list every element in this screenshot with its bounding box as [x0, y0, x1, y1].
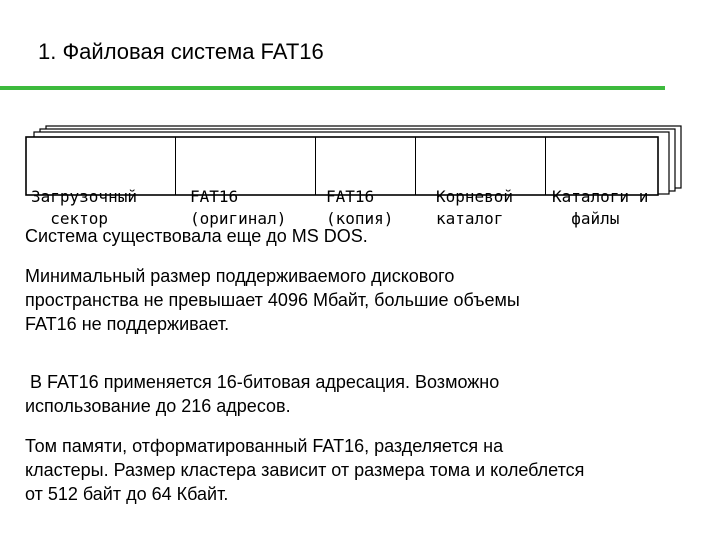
- cell-label: FAT16 (копия): [326, 187, 394, 228]
- cell-label: Загрузочный сектор: [31, 187, 137, 228]
- cell-fat16-original: [176, 137, 316, 228]
- cell-root-directory: [416, 137, 546, 228]
- cell-boot-sector: [26, 137, 176, 228]
- slide-title: 1. Файловая система FAT16: [38, 39, 324, 64]
- cell-label: Корневой каталог: [436, 187, 514, 228]
- paragraph-history: Система существовала еще до MS DOS.: [25, 226, 368, 246]
- title-underline: [0, 86, 665, 90]
- paragraph-clusters: Том памяти, отформатированный FAT16, разделяется на кластеры. Размер кластера зависит от размера тома и колеблется от 512 байт до 64 Кбайт.: [25, 436, 585, 504]
- paragraph-size-limit: Минимальный размер поддерживаемого дискового пространства не превышает 4096 Мбайт, большие объемы FAT16 не поддерживает.: [25, 266, 520, 334]
- cell-label: Каталоги и файлы: [552, 187, 649, 228]
- diagram-cells: [26, 137, 658, 228]
- cell-fat16-copy: [316, 137, 416, 228]
- cell-label: FAT16 (оригинал): [190, 187, 287, 228]
- paragraph-addressing: В FAT16 применяется 16-битовая адресация. Возможно использование до 216 адресов.: [25, 372, 500, 416]
- cell-directories-and-files: [546, 137, 658, 228]
- fat16-layout-diagram: [20, 120, 690, 228]
